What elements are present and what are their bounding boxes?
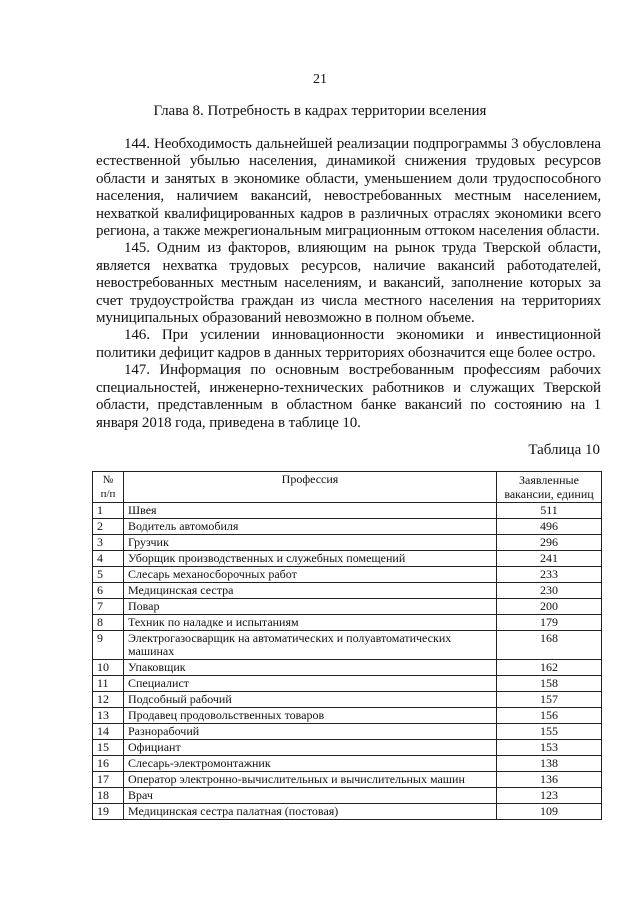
table-row	[93, 740, 602, 756]
row-number: 8	[93, 615, 124, 631]
table-row	[93, 692, 602, 708]
row-vacancies: 138	[497, 756, 602, 772]
table-row	[93, 804, 602, 820]
table-row	[93, 583, 602, 599]
table-header-row	[93, 472, 602, 503]
body-text	[96, 136, 601, 432]
row-profession: Продавец продовольственных товаров	[124, 708, 497, 724]
row-number: 9	[93, 631, 124, 660]
table-row	[93, 535, 602, 551]
chapter-title: Глава 8. Потребность в кадрах территории вселения	[153, 103, 487, 119]
row-number: 6	[93, 583, 124, 599]
row-profession: Упаковщик	[124, 660, 497, 676]
row-profession: Оператор электронно-вычислительных и вычислительных машин	[124, 772, 497, 788]
table-row	[93, 615, 602, 631]
header-profession: Профессия	[124, 472, 497, 503]
row-profession: Официант	[124, 740, 497, 756]
row-number: 16	[93, 756, 124, 772]
table-row	[93, 567, 602, 583]
row-profession: Грузчик	[124, 535, 497, 551]
row-profession: Электрогазосварщик на автоматических и полуавтоматических машинах	[124, 631, 497, 660]
row-number: 7	[93, 599, 124, 615]
row-vacancies: 230	[497, 583, 602, 599]
row-vacancies: 153	[497, 740, 602, 756]
page-number: 21	[313, 72, 327, 87]
row-profession: Повар	[124, 599, 497, 615]
row-vacancies: 157	[497, 692, 602, 708]
row-profession: Медицинская сестра	[124, 583, 497, 599]
row-number: 12	[93, 692, 124, 708]
row-profession: Швея	[124, 503, 497, 519]
row-vacancies: 511	[497, 503, 602, 519]
table-row	[93, 551, 602, 567]
row-profession: Водитель автомобиля	[124, 519, 497, 535]
row-profession: Уборщик производственных и служебных помещений	[124, 551, 497, 567]
row-vacancies: 296	[497, 535, 602, 551]
header-number	[93, 472, 124, 503]
row-vacancies: 155	[497, 724, 602, 740]
header-number-line1: №	[102, 474, 114, 486]
row-vacancies: 200	[497, 599, 602, 615]
row-vacancies: 496	[497, 519, 602, 535]
paragraph-146: 146. При усилении инновационности экономики и инвестиционной политики дефицит кадров в данных территориях обозначится еще более остро.	[96, 327, 601, 361]
row-profession: Слесарь механосборочных работ	[124, 567, 497, 583]
row-vacancies: 162	[497, 660, 602, 676]
row-vacancies: 158	[497, 676, 602, 692]
row-profession: Медицинская сестра палатная (постовая)	[124, 804, 497, 820]
table-row	[93, 756, 602, 772]
row-profession: Техник по наладке и испытаниям	[124, 615, 497, 631]
header-number-line2: п/п	[100, 488, 116, 500]
row-number: 2	[93, 519, 124, 535]
vacancies-table	[92, 471, 602, 820]
row-vacancies: 241	[497, 551, 602, 567]
table-row	[93, 631, 602, 660]
row-vacancies: 179	[497, 615, 602, 631]
paragraph-147: 147. Информация по основным востребованным профессиям рабочих специальностей, инженерно-технических работников и служащих Тверской области, представленным в областном банке вакансий по состоянию на 1 января 2018 года, приведена в таблице 10.	[96, 362, 601, 431]
row-profession: Разнорабочий	[124, 724, 497, 740]
table-row	[93, 503, 602, 519]
header-vacancies-line2: вакансии, единиц	[504, 487, 594, 501]
row-vacancies: 123	[497, 788, 602, 804]
header-vacancies	[497, 472, 602, 503]
table-row	[93, 708, 602, 724]
row-number: 19	[93, 804, 124, 820]
row-profession: Врач	[124, 788, 497, 804]
row-profession: Слесарь-электромонтажник	[124, 756, 497, 772]
table-row	[93, 660, 602, 676]
row-number: 18	[93, 788, 124, 804]
table-row	[93, 772, 602, 788]
row-profession: Подсобный рабочий	[124, 692, 497, 708]
row-vacancies: 136	[497, 772, 602, 788]
table-row	[93, 519, 602, 535]
row-number: 3	[93, 535, 124, 551]
paragraph-145: 145. Одним из факторов, влияющим на рынок труда Тверской области, является нехватка трудовых ресурсов, наличие вакансий работодателей, невостребованных местным населениям, и вакансий, заполнение которых за счет трудоустройства граждан из числа местного населения на территориях муниципальных образований невозможно в полном объеме.	[96, 240, 601, 327]
paragraph-144: 144. Необходимость дальнейшей реализации подпрограммы 3 обусловлена естественной убылью населения, динамикой снижения трудовых ресурсов области и занятых в экономике области, уменьшением доли трудоспособного населения, наличием вакансий, невостребованных местным населением, нехваткой квалифицированных кадров в различных отраслях экономики всего региона, а также межрегиональным миграционным оттоком населения области.	[96, 136, 601, 240]
table-caption: Таблица 10	[528, 442, 600, 458]
header-vacancies-line1: Заявленные	[519, 473, 579, 487]
row-vacancies: 109	[497, 804, 602, 820]
row-vacancies: 156	[497, 708, 602, 724]
row-number: 11	[93, 676, 124, 692]
row-number: 15	[93, 740, 124, 756]
row-number: 13	[93, 708, 124, 724]
row-number: 5	[93, 567, 124, 583]
row-number: 17	[93, 772, 124, 788]
row-number: 1	[93, 503, 124, 519]
table-row	[93, 724, 602, 740]
table-row	[93, 599, 602, 615]
row-vacancies: 233	[497, 567, 602, 583]
row-vacancies: 168	[497, 631, 602, 660]
row-number: 10	[93, 660, 124, 676]
row-number: 4	[93, 551, 124, 567]
table-row	[93, 788, 602, 804]
row-profession: Специалист	[124, 676, 497, 692]
table-row	[93, 676, 602, 692]
row-number: 14	[93, 724, 124, 740]
